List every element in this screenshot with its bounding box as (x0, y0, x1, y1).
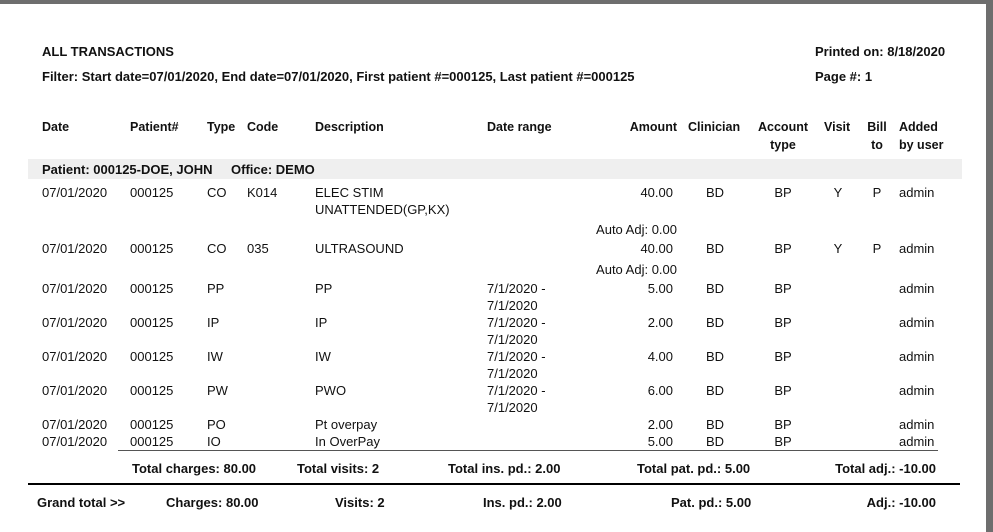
cell-type: IW (207, 349, 223, 364)
cell-range1: 7/1/2020 - (487, 349, 546, 364)
cell-patient: 000125 (130, 185, 174, 200)
cell-date: 07/01/2020 (42, 349, 108, 364)
header-account-type-line1: Account (758, 120, 808, 134)
cell-account: BP (774, 383, 792, 398)
cell-date: 07/01/2020 (42, 185, 108, 200)
cell-patient: 000125 (130, 281, 174, 296)
cell-bill: P (872, 185, 882, 200)
cell-date: 07/01/2020 (42, 281, 108, 296)
cell-amount: 2.00 (647, 417, 673, 432)
cell-patient: 000125 (130, 417, 174, 432)
cell-account: BP (774, 281, 792, 296)
cell-clinician: BD (705, 315, 725, 330)
grand-total-pat-paid: Pat. pd.: 5.00 (671, 495, 752, 510)
cell-date: 07/01/2020 (42, 417, 108, 432)
cell-desc1: ELEC STIM (315, 185, 384, 200)
cell-desc2: UNATTENDED(GP,KX) (315, 202, 450, 217)
total-adj: Total adj.: -10.00 (835, 461, 936, 476)
auto-adj-line: Auto Adj: 0.00 (596, 222, 677, 237)
report-page (0, 4, 986, 532)
cell-range2: 7/1/2020 (487, 400, 538, 415)
cell-user: admin (899, 383, 935, 398)
cell-clinician: BD (705, 383, 725, 398)
grand-total-divider (28, 483, 960, 485)
total-visits: Total visits: 2 (297, 461, 380, 476)
auto-adj-line: Auto Adj: 0.00 (596, 262, 677, 277)
cell-date: 07/01/2020 (42, 315, 108, 330)
header-bill-to-line2: to (871, 138, 883, 152)
cell-amount: 2.00 (647, 315, 673, 330)
cell-type: PW (207, 383, 228, 398)
total-charges: Total charges: 80.00 (132, 461, 257, 476)
cell-amount: 5.00 (647, 434, 673, 449)
cell-desc1: PWO (315, 383, 347, 398)
cell-type: CO (207, 241, 227, 256)
cell-user: admin (899, 185, 935, 200)
cell-range2: 7/1/2020 (487, 332, 538, 347)
patient-group-label: Patient: 000125-DOE, JOHN (42, 162, 213, 177)
cell-range2: 7/1/2020 (487, 298, 538, 313)
header-added-by-line2: by user (899, 138, 944, 152)
cell-range1: 7/1/2020 - (487, 281, 546, 296)
cell-visit: Y (833, 185, 843, 200)
report-filter: Filter: Start date=07/01/2020, End date=07/01/2020, First patient #=000125, Last patient #=000125 (42, 69, 635, 84)
cell-type: IO (207, 434, 221, 449)
cell-clinician: BD (705, 281, 725, 296)
cell-desc1: Pt overpay (315, 417, 378, 432)
cell-amount: 40.00 (640, 241, 673, 256)
grand-total-label: Grand total >> (37, 495, 126, 510)
cell-clinician: BD (705, 185, 725, 200)
header-amount: Amount (629, 120, 677, 134)
grand-total-ins-paid: Ins. pd.: 2.00 (483, 495, 562, 510)
header-code: Code (247, 120, 279, 134)
cell-patient: 000125 (130, 349, 174, 364)
cell-range1: 7/1/2020 - (487, 315, 546, 330)
cell-account: BP (774, 315, 792, 330)
cell-date: 07/01/2020 (42, 383, 108, 398)
cell-type: CO (207, 185, 227, 200)
header-account-type-line2: type (770, 138, 796, 152)
header-date-range: Date range (487, 120, 552, 134)
cell-desc1: ULTRASOUND (315, 241, 404, 256)
cell-type: PP (207, 281, 225, 296)
header-date: Date (42, 120, 70, 134)
cell-type: IP (207, 315, 220, 330)
cell-user: admin (899, 417, 935, 432)
cell-account: BP (774, 185, 792, 200)
grand-total-charges: Charges: 80.00 (166, 495, 259, 510)
header-bill-to-line1: Bill (867, 120, 887, 134)
cell-user: admin (899, 281, 935, 296)
cell-user: admin (899, 241, 935, 256)
cell-amount: 6.00 (647, 383, 673, 398)
total-pat-paid: Total pat. pd.: 5.00 (637, 461, 751, 476)
cell-code: K014 (247, 185, 278, 200)
cell-account: BP (774, 417, 792, 432)
cell-code: 035 (247, 241, 269, 256)
cell-clinician: BD (705, 241, 725, 256)
cell-amount: 4.00 (647, 349, 673, 364)
cell-patient: 000125 (130, 434, 174, 449)
header-type: Type (207, 120, 236, 134)
cell-clinician: BD (705, 434, 725, 449)
cell-desc1: IW (315, 349, 331, 364)
cell-account: BP (774, 241, 792, 256)
cell-date: 07/01/2020 (42, 241, 108, 256)
cell-clinician: BD (705, 349, 725, 364)
header-clinician: Clinician (688, 120, 741, 134)
grand-total-visits: Visits: 2 (335, 495, 385, 510)
grand-total-adj: Adj.: -10.00 (866, 495, 936, 510)
cell-range2: 7/1/2020 (487, 366, 538, 381)
cell-account: BP (774, 434, 792, 449)
page-number: Page #: 1 (815, 69, 873, 84)
cell-patient: 000125 (130, 383, 174, 398)
report-title: ALL TRANSACTIONS (42, 44, 174, 59)
header-description: Description (315, 120, 384, 134)
cell-amount: 5.00 (647, 281, 673, 296)
cell-clinician: BD (705, 417, 725, 432)
header-patient: Patient# (130, 120, 179, 134)
cell-range1: 7/1/2020 - (487, 383, 546, 398)
header-visit: Visit (824, 120, 851, 134)
cell-desc1: IP (315, 315, 328, 330)
cell-user: admin (899, 349, 935, 364)
cell-desc1: In OverPay (315, 434, 381, 449)
cell-amount: 40.00 (640, 185, 673, 200)
total-ins-paid: Total ins. pd.: 2.00 (448, 461, 561, 476)
cell-patient: 000125 (130, 315, 174, 330)
cell-user: admin (899, 434, 935, 449)
printed-on: Printed on: 8/18/2020 (815, 44, 946, 59)
cell-bill: P (872, 241, 882, 256)
patient-office-label: Office: DEMO (231, 162, 315, 177)
patient-totals-divider (118, 450, 938, 451)
cell-visit: Y (833, 241, 843, 256)
cell-type: PO (207, 417, 226, 432)
cell-date: 07/01/2020 (42, 434, 108, 449)
cell-patient: 000125 (130, 241, 174, 256)
cell-desc1: PP (315, 281, 333, 296)
cell-account: BP (774, 349, 792, 364)
header-added-by-line1: Added (899, 120, 938, 134)
cell-user: admin (899, 315, 935, 330)
